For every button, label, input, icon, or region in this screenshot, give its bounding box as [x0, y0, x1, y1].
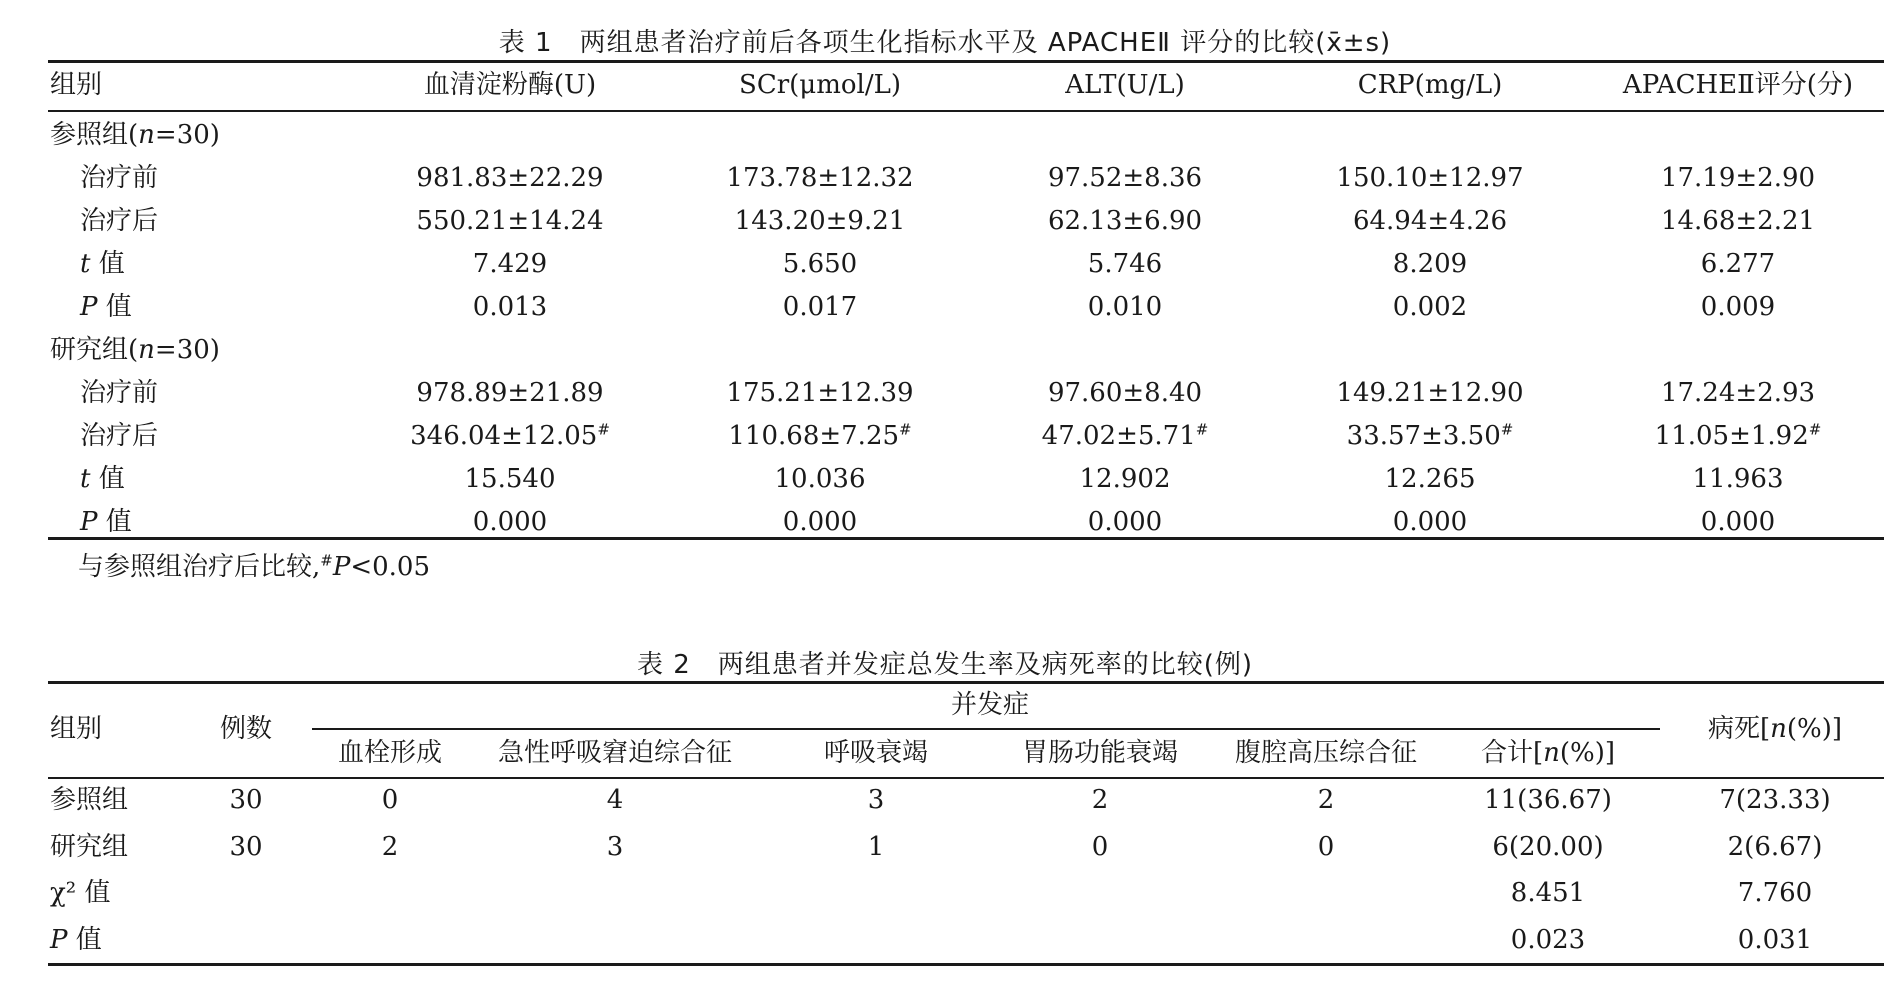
table2-cell: 3 — [606, 832, 624, 862]
table2-subheader-4: 腹腔高压综合征 — [1234, 738, 1418, 768]
table1-cell: 11.963 — [1692, 464, 1784, 494]
table1-cell: 47.02±5.71# — [1041, 420, 1209, 451]
table1-cell: 15.540 — [464, 464, 556, 494]
table2-subheader-3: 胃肠功能衰竭 — [1021, 738, 1179, 768]
table1-row-label: 治疗前 — [80, 378, 159, 408]
table1-cell: 12.902 — [1079, 464, 1171, 494]
table2-cell: 0 — [1317, 832, 1335, 862]
table1-cell: 64.94±4.26 — [1352, 206, 1508, 236]
table1-cell: 150.10±12.97 — [1336, 163, 1524, 193]
table2-header-rule — [48, 777, 1884, 779]
table1-top-rule — [48, 60, 1884, 63]
table2-header-count: 例数 — [219, 714, 273, 744]
table1-cell: 0.010 — [1087, 292, 1163, 322]
table1-group-title: 研究组(n=30) — [50, 335, 220, 365]
table1-cell: 0.013 — [472, 292, 548, 322]
table2-cell: 2 — [1091, 785, 1109, 815]
table2-row-label: P 值 — [50, 925, 102, 955]
table1-cell: 110.68±7.25# — [728, 420, 912, 451]
table2-header-span: 并发症 — [950, 690, 1030, 720]
table1-cell: 0.000 — [1392, 507, 1468, 537]
table2-cell: 2(6.67) — [1727, 832, 1823, 862]
table1-cell: 346.04±12.05# — [410, 420, 610, 451]
table2-cell: 11(36.67) — [1484, 785, 1612, 815]
table1-header-0: 组别 — [50, 70, 103, 100]
table2-cell: 30 — [229, 785, 263, 815]
table1-cell: 0.000 — [472, 507, 548, 537]
table1-header-rule — [48, 110, 1884, 112]
table1-cell: 8.209 — [1392, 249, 1468, 279]
table1-row-label: t 值 — [80, 249, 125, 279]
table1-footnote: 与参照组治疗后比较,#P<0.05 — [78, 551, 431, 582]
table1-cell: 33.57±3.50# — [1346, 420, 1514, 451]
table1-cell: 981.83±22.29 — [416, 163, 604, 193]
table1-cell: 978.89±21.89 — [416, 378, 604, 408]
table1-bottom-rule — [48, 537, 1884, 540]
table1-cell: 62.13±6.90 — [1047, 206, 1203, 236]
table2-subheader-0: 血栓形成 — [337, 738, 443, 768]
table1-row-label: P 值 — [80, 292, 132, 322]
table1-cell: 0.017 — [782, 292, 858, 322]
table1-cell: 6.277 — [1700, 249, 1776, 279]
table2-caption: 表 2 两组患者并发症总发生率及病死率的比较(例) — [636, 650, 1254, 680]
table2-bottom-rule — [48, 963, 1884, 966]
table1-caption: 表 1 两组患者治疗前后各项生化指标水平及 APACHEⅡ 评分的比较(x̄±s) — [498, 28, 1392, 58]
table1-cell: 550.21±14.24 — [416, 206, 604, 236]
table1-cell: 5.746 — [1087, 249, 1163, 279]
table2-row-label: 参照组 — [50, 785, 129, 815]
table1-cell: 0.000 — [1087, 507, 1163, 537]
table1-cell: 175.21±12.39 — [726, 378, 914, 408]
table2-cell: 6(20.00) — [1492, 832, 1604, 862]
table2-cell: 4 — [606, 785, 624, 815]
table2-subheader-1: 急性呼吸窘迫综合征 — [497, 738, 733, 768]
table1-cell: 0.000 — [1700, 507, 1776, 537]
table2-cell: 7(23.33) — [1719, 785, 1831, 815]
table1-cell: 0.002 — [1392, 292, 1468, 322]
table1-row-label: t 值 — [80, 464, 125, 494]
table1-cell: 17.24±2.93 — [1660, 378, 1816, 408]
table2-subheader-2: 呼吸衰竭 — [823, 738, 929, 768]
table1-cell: 14.68±2.21 — [1660, 206, 1816, 236]
table1-row-label: P 值 — [80, 507, 132, 537]
table2-row-label: 研究组 — [50, 832, 129, 862]
table1-cell: 149.21±12.90 — [1336, 378, 1524, 408]
table1-header-4: CRP(mg/L) — [1357, 70, 1503, 100]
table2-cell: 0.031 — [1737, 925, 1813, 955]
table1-cell: 11.05±1.92# — [1654, 420, 1822, 451]
table1-row-label: 治疗前 — [80, 163, 159, 193]
table1-cell: 97.60±8.40 — [1047, 378, 1203, 408]
table1-cell: 0.000 — [782, 507, 858, 537]
table1-header-3: ALT(U/L) — [1065, 70, 1185, 100]
table2-top-rule — [48, 681, 1884, 684]
table2-cell: 0.023 — [1510, 925, 1586, 955]
table2-header-death: 病死[n(%)] — [1707, 714, 1843, 744]
table2-header-group: 组别 — [50, 714, 103, 744]
table1-header-5: APACHEⅡ评分(分) — [1622, 70, 1854, 100]
table2-cell: 0 — [1091, 832, 1109, 862]
table2-cell: 7.760 — [1737, 878, 1813, 908]
table2-cell: 1 — [867, 832, 885, 862]
table1-cell: 173.78±12.32 — [726, 163, 914, 193]
table2-span-rule — [312, 728, 1660, 730]
table1-cell: 7.429 — [472, 249, 548, 279]
table1-cell: 97.52±8.36 — [1047, 163, 1203, 193]
table1-cell: 17.19±2.90 — [1660, 163, 1816, 193]
table1-cell: 10.036 — [774, 464, 866, 494]
table2-cell: 30 — [229, 832, 263, 862]
table2-cell: 3 — [867, 785, 885, 815]
table2-row-label: χ² 值 — [50, 878, 111, 908]
table1-header-2: SCr(μmol/L) — [739, 70, 901, 100]
table2-cell: 2 — [1317, 785, 1335, 815]
table1-cell: 0.009 — [1700, 292, 1776, 322]
table1-cell: 143.20±9.21 — [734, 206, 906, 236]
table1-header-1: 血清淀粉酶(U) — [423, 70, 597, 100]
table1-group-title: 参照组(n=30) — [50, 120, 220, 150]
table1-cell: 12.265 — [1384, 464, 1476, 494]
table1-row-label: 治疗后 — [80, 421, 159, 451]
table2-subheader-5: 合计[n(%)] — [1480, 738, 1616, 768]
table2-cell: 0 — [381, 785, 399, 815]
table1-cell: 5.650 — [782, 249, 858, 279]
table1-row-label: 治疗后 — [80, 206, 159, 236]
table2-cell: 2 — [381, 832, 399, 862]
table2-cell: 8.451 — [1510, 878, 1586, 908]
